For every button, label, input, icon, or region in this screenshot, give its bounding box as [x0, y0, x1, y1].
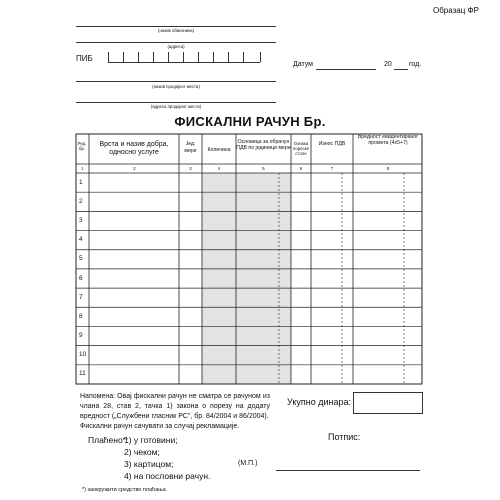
- payment-option[interactable]: 1) у готовини;: [124, 435, 178, 445]
- kolicina-column-shade: [202, 173, 236, 384]
- year-prefix: 20: [384, 61, 392, 68]
- reklamacija-text: Фискални рачун сачувати за случај рекламације.: [80, 423, 240, 430]
- col-header-oznaka: Ознака пореске стопе: [293, 141, 309, 156]
- potpis-line[interactable]: [276, 470, 420, 471]
- mp-label: (М.П.): [238, 460, 258, 467]
- payment-option[interactable]: 3) картицом;: [124, 459, 174, 469]
- title: ФИСКАЛНИ РАЧУН Бр.: [174, 114, 326, 129]
- col-number: 2: [133, 166, 136, 171]
- footnote: *) заокружити средство плаћања: [82, 487, 166, 493]
- row-number: 2: [79, 197, 83, 205]
- col-header-jm: Јед. мере: [184, 141, 197, 154]
- prodajno-mesto-label: (назив продајног места): [152, 84, 200, 89]
- potpis-label: Потпис:: [328, 432, 361, 442]
- payment-option[interactable]: 2) чеком;: [124, 447, 160, 457]
- col-header-rbr: Ред. бр.: [77, 141, 87, 151]
- row-number: 4: [79, 236, 83, 244]
- adresa-prodajnog-label: (адреса продајног места): [150, 104, 202, 109]
- row-number: 8: [79, 312, 83, 320]
- row-number: 11: [79, 370, 86, 378]
- row-number: 5: [79, 255, 83, 263]
- row-number: 3: [79, 216, 83, 224]
- col-header-kolicina: Количина: [207, 147, 231, 153]
- adresa-label: (адреса): [167, 44, 185, 49]
- osnovica-column-shade: [236, 173, 291, 384]
- ukupno-field[interactable]: [353, 392, 423, 414]
- year-suffix: год.: [409, 61, 422, 68]
- obveznik-label: (назив обвезника): [158, 28, 194, 33]
- datum-label: Датум: [293, 61, 313, 68]
- ukupno-label: Укупно динара:: [287, 397, 351, 407]
- col-number: 3: [189, 166, 192, 171]
- col-number: 5: [262, 166, 265, 171]
- row-number: 10: [79, 351, 87, 359]
- col-number: 7: [330, 166, 334, 171]
- row-number: 6: [79, 274, 83, 282]
- col-number: 6: [299, 166, 303, 171]
- row-number: 9: [79, 332, 83, 340]
- col-header-osnovica: Основица за обрачун ПДВ по јединици мере: [236, 139, 291, 151]
- col-header-iznos: Износ ПДВ: [318, 141, 346, 147]
- placeno-label: Плаћено*:: [88, 435, 129, 445]
- col-header-naziv: Врста и назив добра, односно услуге: [99, 141, 169, 156]
- col-number: 8: [386, 166, 390, 171]
- row-number: 7: [79, 293, 83, 301]
- form-code: Образац ФР: [433, 6, 479, 15]
- col-header-vrednost: Вредност евидентираног промета (4x5+7): [357, 134, 419, 146]
- col-number: 4: [217, 166, 221, 171]
- payment-option[interactable]: 4) на пословни рачун.: [124, 471, 211, 481]
- row-number: 1: [79, 178, 83, 186]
- col-number: 1: [81, 166, 84, 171]
- napomena-text: Напомена: Овај фискални рачун не сматра се рачуном из члана 28, став 2, тачка 1) закона о порезу на додату вредност („Службени гласник РС", бр. 84/2004 и 86/2004).: [80, 393, 270, 420]
- pib-label: ПИБ: [76, 54, 93, 63]
